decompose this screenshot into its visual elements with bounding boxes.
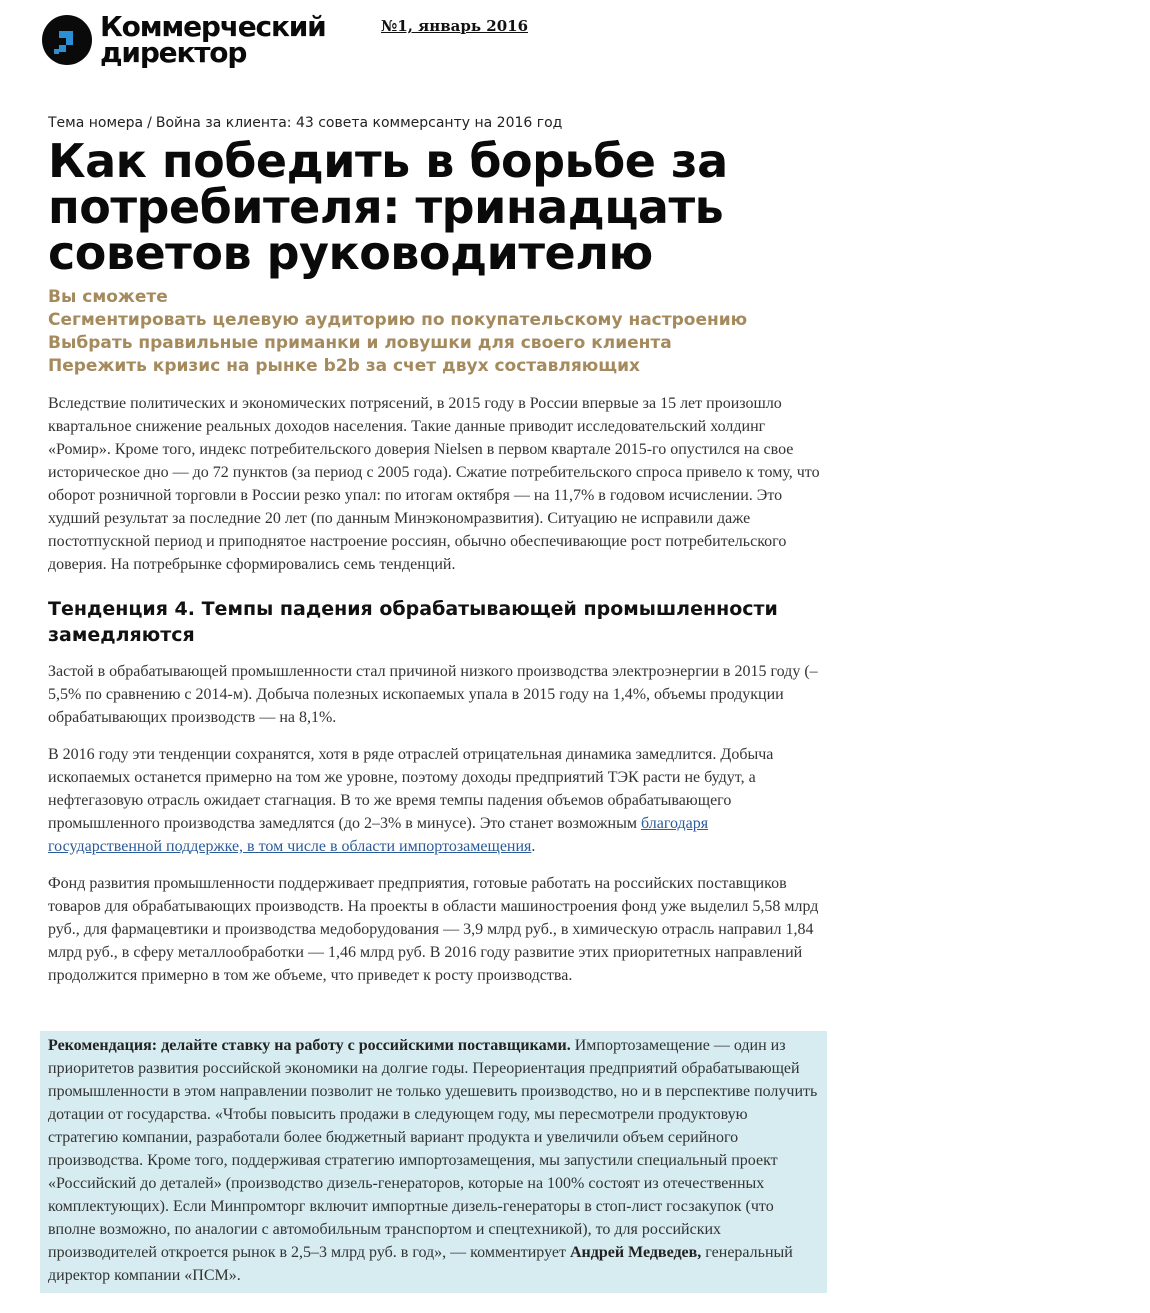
trend-heading: Тенденция 4. Темпы падения обрабатывающей промышленности замедляются [48,598,778,646]
magazine-logo[interactable] [42,10,326,69]
recommendation-body: Импортозамещение — один из приоритетов развития российской экономики на долгие годы. Переориентация предприятий обрабатывающей промышленности в этом направлении позволит не только удешевить производство, но и в перспективе получить дотации от государства. «Чтобы повысить продажи в следующем году, мы пересмотрели продуктовую стратегию компании, разработали более бюджетный вариант продукта и увеличили объем серийного производства. Кроме того, поддерживая стратегию импортозамещения, мы запустили специальный проект «Российский до деталей» (производство дизель-генераторов, которые на 100% состоят из отечественных комплектующих). Если Минпромторг включит импортные дизель-генераторы в стоп-лист госзакупок (что вполне возможно, по аналогии с автомобильным транспортом и спецтехникой), то для российских производителей откроется рынок в 2,5–3 млрд руб. в год», — комментирует [48,1037,818,1261]
benefits-list [48,286,823,378]
quote-author-role: генеральный директор компании «ПСМ». [48,1244,793,1284]
paragraph-text: В 2016 году эти тенденции сохранятся, хотя в ряде отраслей отрицательная динамика замедлится. Добыча ископаемых останется примерно на том же уровне, поэтому доходы предприятий ТЭК расти не будут, а нефтегазовую отрасль ожидает стагнация. В то же время темпы падения объемов обрабатывающего промышленного производства замедлятся (до 2–3% в минусе). Это станет возможным [48,746,774,832]
benefit-item: Вы сможете [48,287,168,307]
quote-author: Андрей Медведев, [569,1244,702,1261]
logo-line-1: Коммерческий [100,10,326,43]
article [48,114,823,987]
recommendation-box [40,1031,827,1293]
logo-line-2: директор [100,36,247,69]
paragraph: Застой в обрабатывающей промышленности стал причиной низкого производства электроэнергии в 2015 году (–5,5% по сравнению с 2014-м). Добыча полезных ископаемых упала в 2015 году на 1,4%, объемы продукции обрабатывающих производств — на 8,1%. [48,663,818,726]
recommendation-lead: Рекомендация: делайте ставку на работу с российскими поставщиками. [48,1037,571,1054]
state-support-link[interactable]: благодаря государственной поддержке, в том числе в области импортозамещения [48,815,709,855]
benefit-item: Сегментировать целевую аудиторию по покупательскому настроению [48,310,748,330]
breadcrumb-separator: / [147,115,152,131]
issue-link[interactable]: №1, январь 2016 [381,17,529,35]
logo-arrow-icon [42,15,92,65]
logo-wordmark [100,10,326,69]
article-title: Как победить в борьбе за потребителя: тринадцать советов руководителю [48,134,728,280]
paragraph-with-link [48,743,823,858]
recommendation-text [40,1031,827,1287]
benefit-item: Пережить кризис на рынке b2b за счет двух составляющих [48,356,640,376]
paragraph: Фонд развития промышленности поддерживает предприятия, готовые работать на российских поставщиков товаров для обрабатывающих производств. На проекты в области машиностроения фонд уже выделил 5,58 млрд руб., для фармацевтики и производства медоборудования — 3,9 млрд руб., в химическую отрасль направил 1,84 млрд руб., в сферу металлообработки — 1,46 млрд руб. В 2016 году развитие этих приоритетных направлений продолжится примерно в том же объеме, что приведет к росту производства. [48,875,819,984]
breadcrumb-topic[interactable]: Война за клиента: 43 совета коммерсанту на 2016 год [155,115,563,131]
breadcrumb-section[interactable]: Тема номера [48,115,144,131]
breadcrumb [48,114,823,132]
benefit-item: Выбрать правильные приманки и ловушки для своего клиента [48,333,672,353]
intro-paragraph: Вследствие политических и экономических потрясений, в 2015 году в России впервые за 15 лет произошло квартальное снижение реальных доходов населения. Такие данные приводит исследовательский холдинг «Ромир». Кроме того, индекс потребительского доверия Nielsen в первом квартале 2015-го опустился на свое историческое дно — до 72 пунктов (за период с 2005 года). Сжатие потребительского спроса привело к тому, что оборот розничной торговли в России резко упал: по итогам октября — на 11,7% в годовом исчислении. Это худший результат за последние 20 лет (по данным Минэкономразвития). Ситуацию не исправили даже постотпускной период и приподнятое настроение россиян, обычно обеспечивающие рост потребительского доверия. На потребрынке сформировались семь тенденций. [48,395,820,573]
paragraph-end: . [531,838,536,855]
